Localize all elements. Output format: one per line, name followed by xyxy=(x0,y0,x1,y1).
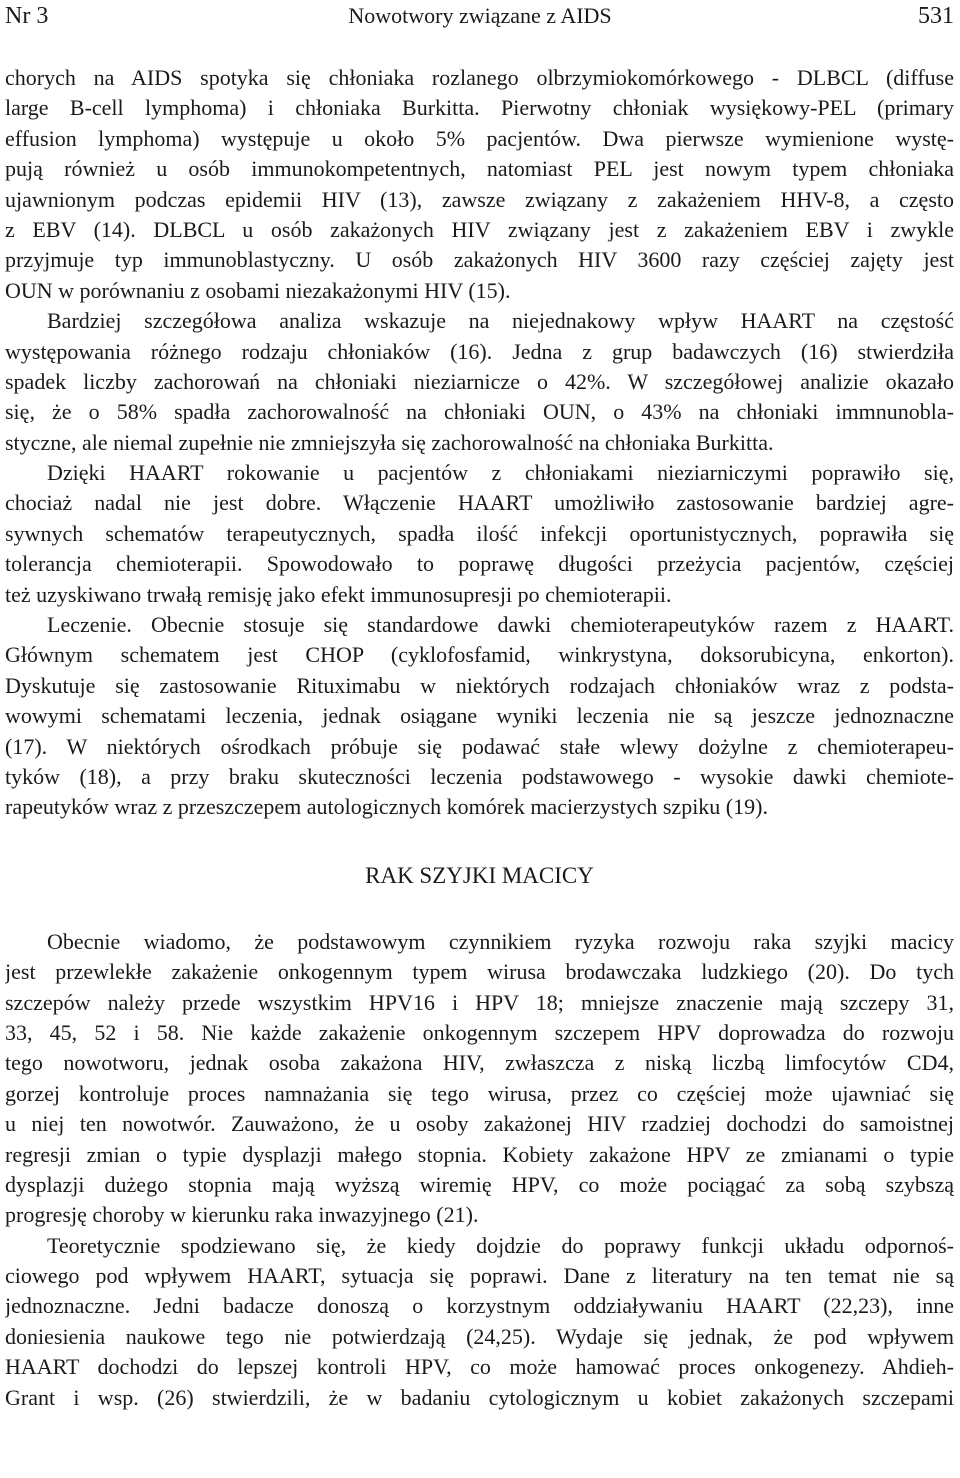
section-heading: RAK SZYJKI MACICY xyxy=(365,862,594,888)
text-line: doniesienia naukowe tego nie potwierdzają (24,25). Wydaje się jednak, że pod wpływem xyxy=(5,1323,954,1349)
text-line: effusion lymphoma) występuje u około 5% pacjentów. Dwa pierwsze wymienione wystę- xyxy=(5,125,954,151)
text-line: (17). W niektórych ośrodkach próbuje się podawać stałe wlewy dożylne z chemioterapeu- xyxy=(5,733,954,759)
text-line: występowania różnego rodzaju chłoniaków (16). Jedna z grup badawczych (16) stwierdziła xyxy=(5,338,954,364)
running-header xyxy=(0,0,960,40)
lymphoma-section xyxy=(5,63,954,823)
text-line: ciowego pod wpływem HAART, sytuacja się poprawi. Dane z literatury na ten temat nie są xyxy=(5,1263,954,1289)
text-line: szczepów należy przede wszystkim HPV16 i HPV 18; mniejsze znaczenie mają szczepy 31, xyxy=(5,989,954,1015)
text-line: tolerancja chemioterapii. Spowodowało to poprawę długości przeżycia pacjentów, częściej xyxy=(5,551,954,577)
text-line: styczne, ale niemal zupełnie nie zmniejszyła się zachorowalność na chłoniaka Burkitta. xyxy=(5,429,774,455)
text-line: HAART dochodzi do lepszej kontroli HPV, co może hamować proces onkogenezy. Ahdieh- xyxy=(5,1354,954,1380)
text-line: Bardziej szczegółowa analiza wskazuje na niejednakowy wpływ HAART na częstość xyxy=(47,308,954,334)
text-line: regresji zmian o typie dysplazji małego stopnia. Kobiety zakażone HPV ze zmianami o typie xyxy=(5,1141,954,1167)
running-title: Nowotwory związane z AIDS xyxy=(348,3,612,28)
text-line: 33, 45, 52 i 58. Nie każde zakażenie onkogennym szczepem HPV doprowadza do rozwoju xyxy=(5,1019,954,1045)
text-line: pują również u osób immunokompetentnych, natomiast PEL jest nowym typem chłoniaka xyxy=(5,156,954,182)
text-line: chorych na AIDS spotyka się chłoniaka rozlanego olbrzymiokomórkowego - DLBCL (diffuse xyxy=(5,65,954,90)
text-line: ujawnionym podczas epidemii HIV (13), zawsze związany z zakażeniem HHV-8, a często xyxy=(5,186,954,212)
text-line: chociaż nadal nie jest dobre. Włączenie HAART umożliwiło zastosowanie bardziej agre- xyxy=(5,490,954,516)
text-line: tego nowotworu, jednak osoba zakażona HIV, zwłaszcza z niską liczbą limfocytów CD4, xyxy=(5,1050,954,1076)
cervical-cancer-section xyxy=(5,927,954,1413)
text-line: Głównym schematem jest CHOP (cyklofosfamid, winkrystyna, doksorubicyna, enkorton). xyxy=(5,642,954,668)
text-line: Obecnie wiadomo, że podstawowym czynnikiem ryzyka rozwoju raka szyjki macicy xyxy=(47,928,954,954)
text-line: z EBV (14). DLBCL u osób zakażonych HIV związany jest z zakażeniem EBV i zwykle xyxy=(5,216,954,242)
text-line: spadek liczby zachorowań na chłoniaki nieziarnicze o 42%. W szczegółowej analizie okazało xyxy=(5,368,954,394)
article-body xyxy=(5,63,954,1413)
text-line: large B-cell lymphoma) i chłoniaka Burkitta. Pierwotny chłoniak wysiękowy-PEL (primary xyxy=(5,95,954,121)
text-line: Teoretycznie spodziewano się, że kiedy dojdzie do poprawy funkcji układu odpornoś- xyxy=(47,1232,954,1258)
text-line: przyjmuje typ immunoblastyczny. U osób zakażonych HIV 3600 razy częściej zajęty jest xyxy=(5,247,954,273)
text-line: Grant i wsp. (26) stwierdzili, że w badaniu cytologicznym u kobiet zakażonych szczepami xyxy=(5,1384,954,1410)
text-line: gorzej kontroluje proces namnażania się tego wirusa, przez co częściej może ujawniać się xyxy=(5,1080,954,1106)
text-line: też uzyskiwano trwałą remisję jako efekt immunosupresji po chemioterapii. xyxy=(5,581,672,607)
text-line: jest przewlekłe zakażenie onkogennym typem wirusa brodawczaka ludzkiego (20). Do tych xyxy=(5,959,954,985)
text-line: Dyskutuje się zastosowanie Rituximabu w niektórych rodzajach chłoniaków wraz z podsta- xyxy=(5,672,954,698)
text-line: wowymi schematami leczenia, jednak osiągane wyniki leczenia nie są jeszcze jednoznaczne xyxy=(5,703,954,729)
text-line: dysplazji dużego stopnia mają wyższą wiremię HPV, co może pociągać za sobą szybszą xyxy=(5,1171,954,1197)
text-line: jednoznaczne. Jedni badacze donoszą o korzystnym oddziaływaniu HAART (22,23), inne xyxy=(5,1293,954,1319)
text-line: się, że o 58% spadła zachorowalność na chłoniaki OUN, o 43% na chłoniaki immnunobla- xyxy=(5,399,954,425)
text-line: Leczenie. Obecnie stosuje się standardowe dawki chemioterapeutyków razem z HAART. xyxy=(47,612,954,638)
text-line: tyków (18), a przy braku skuteczności leczenia podstawowego - wysokie dawki chemiote- xyxy=(5,763,954,789)
text-line: sywnych schematów terapeutycznych, spadła ilość infekcji oportunistycznych, poprawiła się xyxy=(5,520,954,546)
text-line: Dzięki HAART rokowanie u pacjentów z chłoniakami nieziarniczymi poprawiło się, xyxy=(47,460,954,486)
page-number: 531 xyxy=(918,3,954,29)
text-line: rapeutyków wraz z przeszczepem autologicznych komórek macierzystych szpiku (19). xyxy=(5,794,768,820)
text-line: OUN w porównaniu z osobami niezakażonymi HIV (15). xyxy=(5,277,511,303)
text-line: u niej ten nowotwór. Zauważono, że u osoby zakażonej HIV rzadziej dochodzi do samoistnej xyxy=(5,1111,954,1137)
issue-number: Nr 3 xyxy=(5,3,49,29)
text-line: progresję choroby w kierunku raka inwazyjnego (21). xyxy=(5,1202,479,1228)
